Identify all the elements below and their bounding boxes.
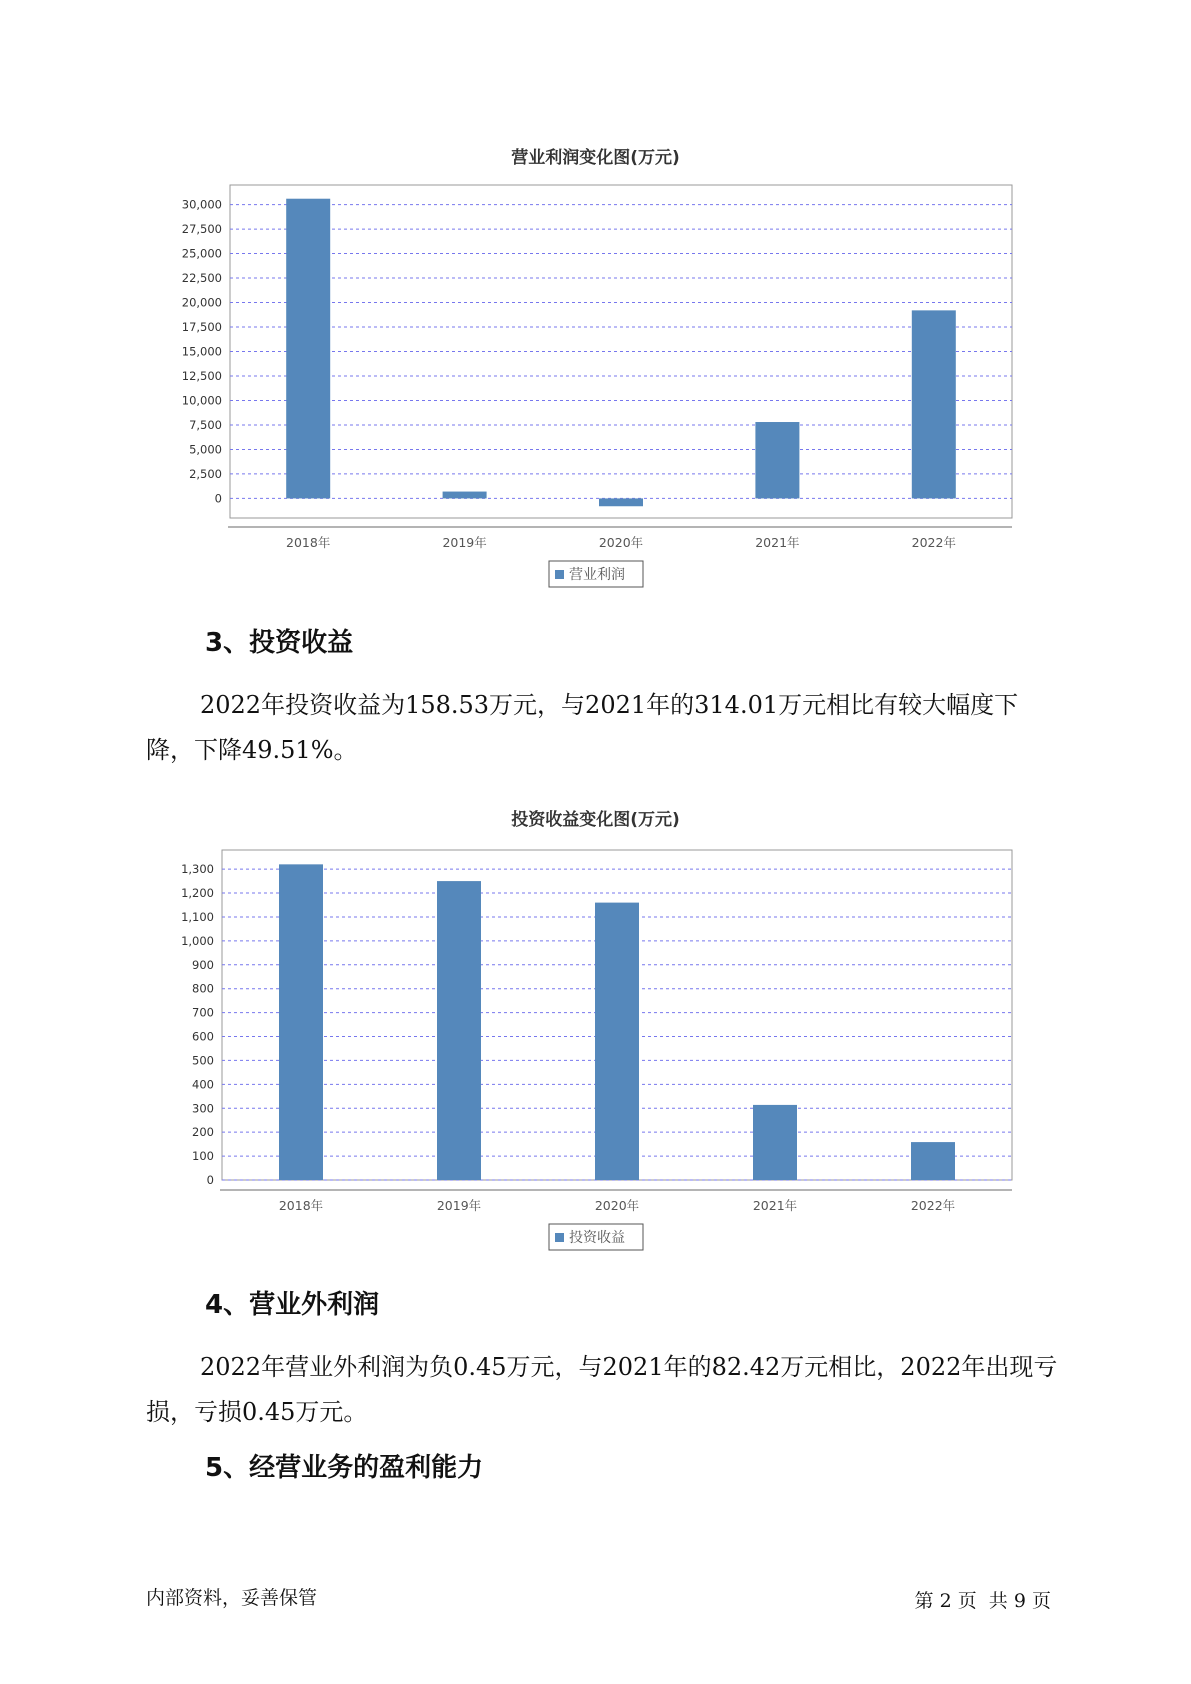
y-tick-label: 10,000 (181, 393, 222, 408)
y-tick-label: 700 (192, 1005, 214, 1020)
section-5-heading: 5、经营业务的盈利能力 (205, 1453, 484, 1483)
y-tick-label: 5,000 (189, 442, 222, 457)
bar (911, 1142, 955, 1180)
page-mid: 页 共 (957, 1590, 1008, 1612)
chart2-title: 投资收益变化图(万元) (511, 810, 680, 830)
x-tick-label: 2020年 (594, 1198, 640, 1213)
footer-page-number (915, 1586, 1052, 1613)
page-total: 9 (1013, 1590, 1026, 1612)
y-tick-label: 27,500 (181, 222, 222, 237)
bar (755, 422, 799, 498)
bar (437, 881, 481, 1180)
footer-confidential-note: 内部资料，妥善保管 (146, 1587, 318, 1609)
y-tick-label: 600 (192, 1029, 214, 1044)
x-tick-label: 2018年 (278, 1198, 324, 1213)
x-tick-label: 2019年 (442, 535, 487, 550)
legend-swatch (555, 570, 564, 579)
bar (599, 498, 643, 506)
y-tick-label: 1,100 (181, 909, 214, 924)
y-tick-label: 30,000 (181, 197, 222, 212)
page-suffix: 页 (1031, 1590, 1051, 1612)
y-tick-label: 400 (192, 1077, 214, 1092)
section-4-text: 2022年营业外利润为负0.45万元，与2021年的82.42万元相比，2022年出现亏损，亏损0.45万元。 (146, 1353, 1058, 1426)
chart1 (0, 170, 1191, 620)
section-3-text: 2022年投资收益为158.53万元，与2021年的314.01万元相比有较大幅度下降，下降49.51%。 (146, 691, 1019, 764)
chart2 (0, 832, 1191, 1272)
y-tick-label: 500 (192, 1053, 214, 1068)
y-tick-label: 0 (214, 491, 222, 506)
page-prefix: 第 (914, 1590, 934, 1612)
y-tick-label: 1,300 (181, 862, 214, 877)
y-tick-label: 0 (206, 1173, 214, 1187)
chart1-title: 营业利润变化图(万元) (511, 148, 680, 168)
x-tick-label: 2018年 (286, 535, 331, 550)
y-tick-label: 200 (192, 1125, 214, 1140)
bar (912, 310, 956, 498)
bar (595, 903, 639, 1180)
y-tick-label: 300 (192, 1101, 214, 1116)
y-tick-label: 100 (192, 1149, 214, 1164)
page-current: 2 (939, 1590, 952, 1612)
section-3-heading: 3、投资收益 (205, 628, 354, 658)
bar (443, 492, 487, 499)
y-tick-label: 7,500 (189, 417, 222, 432)
y-tick-label: 800 (192, 981, 214, 996)
x-tick-label: 2021年 (755, 535, 800, 550)
y-tick-label: 2,500 (189, 466, 222, 481)
legend-label: 投资收益 (569, 1230, 625, 1246)
x-tick-label: 2021年 (752, 1198, 798, 1213)
legend-swatch (555, 1233, 564, 1242)
y-tick-label: 22,500 (181, 271, 222, 286)
section-4-heading: 4、营业外利润 (205, 1290, 380, 1320)
y-tick-label: 25,000 (181, 246, 222, 261)
y-tick-label: 900 (192, 957, 214, 972)
bar (753, 1105, 797, 1180)
bar (286, 199, 330, 499)
x-tick-label: 2022年 (911, 535, 956, 550)
x-tick-label: 2019年 (436, 1198, 482, 1213)
y-tick-label: 12,500 (181, 368, 222, 383)
y-tick-label: 17,500 (181, 320, 222, 335)
legend-label: 营业利润 (569, 567, 625, 583)
y-tick-label: 1,200 (181, 886, 214, 901)
y-tick-label: 20,000 (181, 295, 222, 310)
y-tick-label: 15,000 (181, 344, 222, 359)
x-tick-label: 2020年 (598, 535, 644, 550)
x-tick-label: 2022年 (910, 1198, 956, 1213)
y-tick-label: 1,000 (181, 933, 214, 948)
bar (279, 864, 323, 1180)
